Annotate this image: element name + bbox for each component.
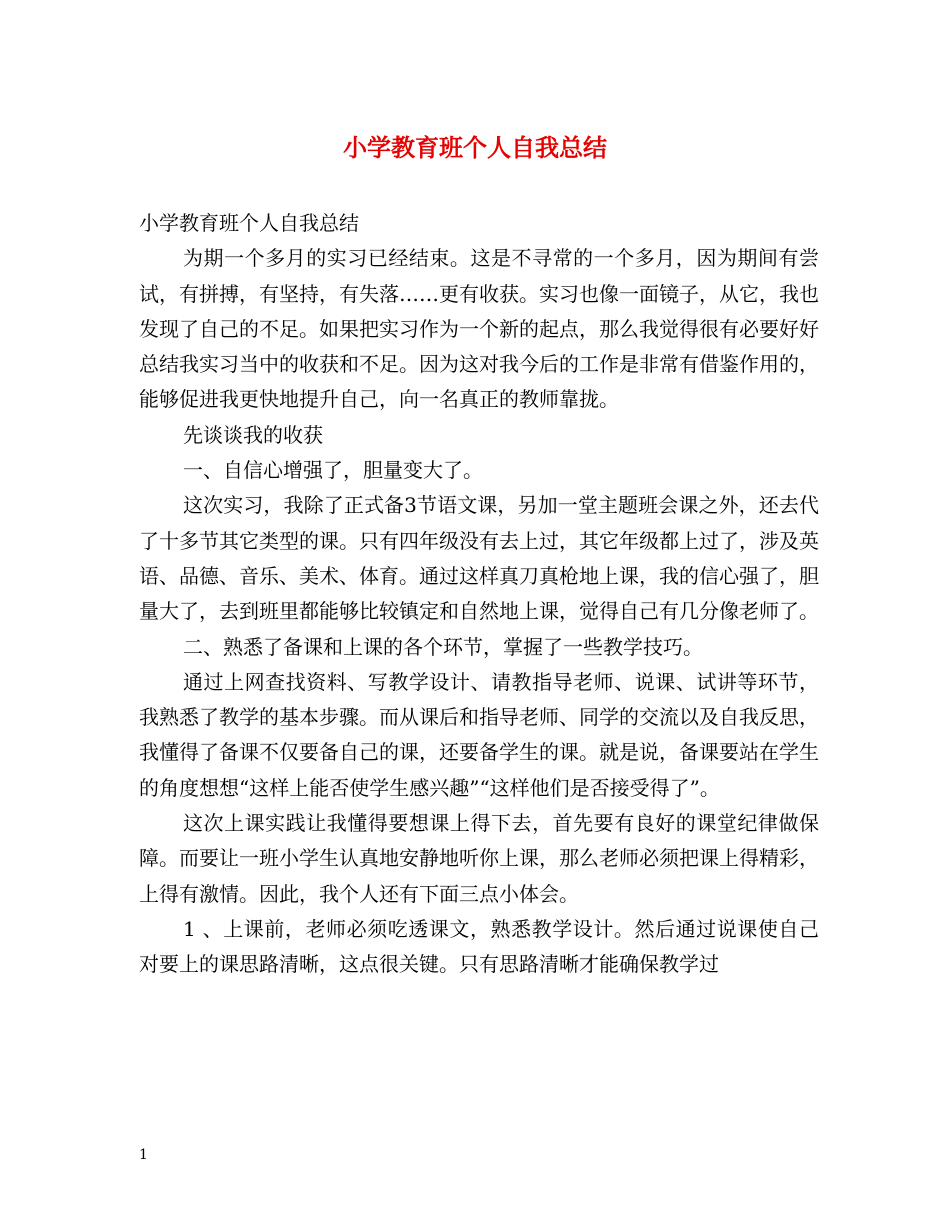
paragraph-point-two: 二、熟悉了备课和上课的各个环节，掌握了一些教学技巧。 [183, 634, 703, 659]
paragraph-intro: 为期一个多月的实习已经结束。这是不寻常的一个多月，因为期间有尝试，有拼搏，有坚持，有失落……更有收获。实习也像一面镜子，从它，我也发现了自己的不足。如果把实习作为一个新的起点，那么我觉得很有必要好好总结我实习当中的收获和不足。因为这对我今后的工作是非常有借鉴作用的，能够促进我更快地提升自己，向一名真正的教师靠拢。 [139, 246, 819, 412]
paragraph-classroom-discipline: 这次上课实践让我懂得要想课上得下去，首先要有良好的课堂纪律做保障。而要让一班小学生认真地安静地听你上课，那么老师必须把课上得精彩，上得有激情。因此，我个人还有下面三点小体会。 [139, 811, 819, 906]
paragraph-point-two-detail: 通过上网查找资料、写教学设计、请教指导老师、说课、试讲等环节，我熟悉了教学的基本步骤。而从课后和指导老师、同学的交流以及自我反思，我懂得了备课不仅要备自己的课，还要备学生的课。就是说，备课要站在学生的角度想想“这样上能否使学生感兴趣”“这样他们是否接受得了”。 [139, 669, 819, 800]
paragraph-point-one: 一、自信心增强了，胆量变大了。 [183, 458, 483, 483]
document-body [139, 206, 819, 983]
paragraph-heading: 小学教育班个人自我总结 [139, 211, 359, 235]
paragraph-tip-one: 1 、上课前，老师必须吃透课文，熟悉教学设计。然后通过说课使自己对要上的课思路清晰，这点很关键。只有思路清晰才能确保教学过 [139, 916, 819, 977]
page-number: 1 [139, 1147, 148, 1163]
paragraph-point-one-detail: 这次实习，我除了正式备3节语文课，另加一堂主题班会课之外，还去代了十多节其它类型的课。只有四年级没有去上过，其它年级都上过了，涉及英语、品德、音乐、美术、体育。通过这样真刀真枪地上课，我的信心强了，胆量大了，去到班里都能够比较镇定和自然地上课，觉得自己有几分像老师了。 [139, 493, 819, 624]
paragraph-section-intro: 先谈谈我的收获 [183, 422, 323, 447]
document-title: 小学教育班个人自我总结 [343, 133, 607, 162]
